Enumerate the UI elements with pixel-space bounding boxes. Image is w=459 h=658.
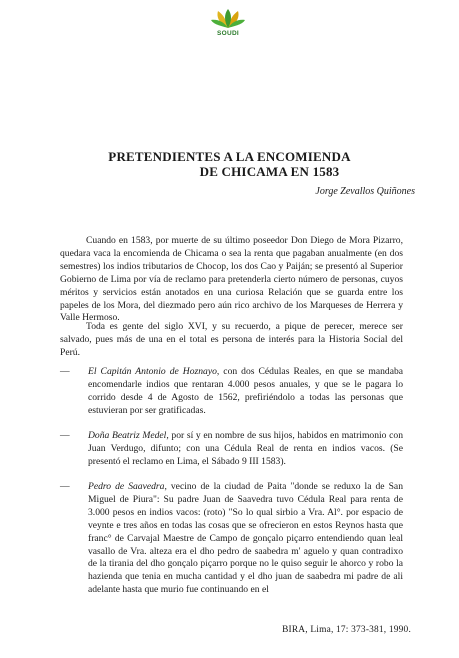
paragraph-intro: Cuando en 1583, por muerte de su último poseedor Don Diego de Mora Pizarro, quedara vaca la encomienda de Chicama o sea la renta que pagaban anualmente (en dos semestres) los indios tributarios de Chocop, los dos Cao y Paiján; se presentó al Superior Gobierno de Lima por vía de reclamo para pretenderla cierto número de personas, cuyos méritos y servicios están anotados en una curiosa Relación que se guarda entre los papeles de los Mora, del diezmado pero aún rico archivo de los Marqueses de Herrera y Valle Hermoso. [60,235,403,324]
list-dash: — [60,430,70,441]
paragraph-context: Toda es gente del siglo XVI, y su recuerdo, a pique de perecer, merece ser salvado, pues más de una en el total es persona de interés para la Historia Social del Perú. [60,321,403,358]
claimant-details: , vecino de la ciudad de Paita "donde se reduxo la de San Miguel de Piura": Su padre Juan de Saavedra tuvo Cédula Real para renta de 3.000 pesos en indios vacos: (roto) "So lo qual sirbio a Vra. Al°. por espacio de veynte e tres años en todas las cosas que se ofrecieron en estos Reynos hasta que franc° de Carvajal Maestre de Campo de gonçalo piçarro entendiendo quan leal vasallo de Vra. alteza era el dho pedro de saabedra m' aguelo y quan contradixo de la tirania del dho gonçalo piçarro porque no le quiso seguir le ahorco y robo la hazienda que tenia en mucha cantidad y el dho juan de saabedra mi padre de ali adelante hasta que murio fue continuando en el [88,481,403,596]
claimant-details: , con dos Cédulas Reales, en que se mandaba encomendarle indios que rentaran 4.000 pesos anuales, y que se le pagara lo corrido desde 4 de Agosto de 1562, prefiriéndolo a todas las personas que estuvieran por ser gratificadas. [88,366,404,416]
leaf-emblem-icon [210,8,246,32]
claimant-name: Pedro de Saavedra [88,481,165,492]
list-item-text [88,481,403,597]
list-dash: — [60,481,70,492]
logo-label: SOUDI [216,30,240,37]
claimant-name: El Capitán Antonio de Hoznayo [88,366,217,377]
author-name: Jorge Zevallos Quiñones [315,186,415,197]
article-title-line-1: PRETENDIENTES A LA ENCOMIENDA [108,149,351,164]
article-title-line-2: DE CHICAMA EN 1583 [199,164,340,179]
claimant-name: Doña Beatriz Medel [88,430,167,441]
list-dash: — [60,366,70,377]
list-item-text [88,430,403,469]
publisher-logo [210,8,246,42]
list-item-text [88,366,403,418]
claimant-details: , por sí y en nombre de sus hijos, habidos en matrimonio con Juan Verdugo, difunto; con una Cédula Real de renta en indios vacos. (Se presentó el reclamo en Lima, el Sábado 9 III 1583). [88,430,403,467]
citation-footer: BIRA, Lima, 17: 373-381, 1990. [282,625,411,635]
